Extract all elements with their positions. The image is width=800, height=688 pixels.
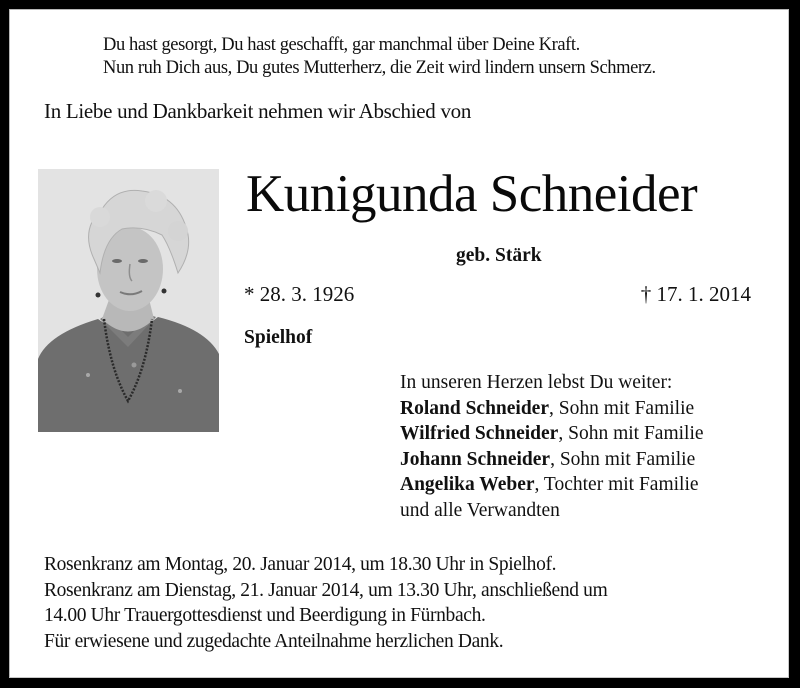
portrait-image-icon — [38, 169, 219, 432]
service-line: 14.00 Uhr Trauergottesdienst und Beerdigung in Fürnbach. — [44, 605, 486, 626]
mourners-heading: In unseren Herzen lebst Du weiter: — [400, 372, 673, 393]
mourner-relation: , Sohn mit Familie — [548, 397, 695, 419]
mourner-entry — [400, 472, 704, 498]
mourner-entry — [400, 396, 704, 422]
mourner-entry — [400, 447, 704, 473]
mourner-relation: , Sohn mit Familie — [550, 448, 696, 470]
obituary-card — [9, 9, 789, 678]
intro-text: In Liebe und Dankbarkeit nehmen wir Abschied von — [44, 99, 472, 123]
mourner-name: Angelika Weber — [400, 474, 535, 495]
portrait-photo — [38, 169, 219, 432]
birth-date: * 28. 3. 1926 — [244, 282, 355, 306]
mourner-name: Roland Schneider — [400, 397, 549, 419]
mourner-relation: , Sohn mit Familie — [558, 423, 704, 444]
mourner-name: Johann Schneider — [400, 448, 551, 470]
thanks-line: Für erwiesene und zugedachte Anteilnahme herzlichen Dank. — [44, 630, 504, 652]
maiden-name: geb. Stärk — [456, 245, 542, 266]
service-line: Rosenkranz am Dienstag, 21. Januar 2014, um 13.30 Uhr, anschließend um — [44, 579, 608, 601]
mourners-closing: und alle Verwandten — [400, 499, 560, 521]
poem-line: Nun ruh Dich aus, Du gutes Mutterherz, die Zeit wird lindern unsern Schmerz. — [103, 58, 656, 78]
poem-line: Du hast gesorgt, Du hast geschafft, gar manchmal über Deine Kraft. — [103, 35, 580, 55]
mourner-entry — [400, 421, 704, 447]
mourner-relation: , Tochter mit Familie — [534, 474, 699, 495]
death-date: † 17. 1. 2014 — [640, 282, 751, 306]
mourners-list — [400, 370, 704, 523]
service-line: Rosenkranz am Montag, 20. Januar 2014, um 18.30 Uhr in Spielhof. — [44, 554, 557, 575]
mourner-name: Wilfried Schneider — [400, 423, 559, 444]
poem — [103, 34, 656, 80]
residence-place: Spielhof — [244, 327, 313, 348]
service-details — [44, 552, 607, 654]
deceased-name: Kunigunda Schneider — [246, 165, 698, 223]
